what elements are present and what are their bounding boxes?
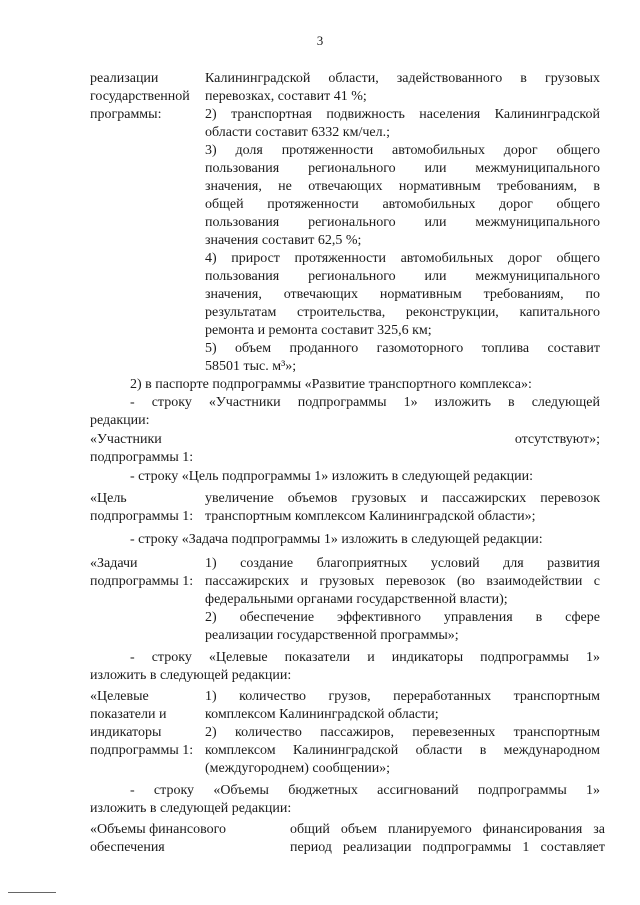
value-line: комплексом Калининградской области в международном (205, 743, 600, 758)
label-line: подпрограммы 1: (90, 509, 194, 524)
value-line: 2) транспортная подвижность населения Калининградской (205, 107, 600, 122)
label-line: «Цель (90, 491, 127, 506)
label-line: индикаторы (90, 725, 162, 740)
value-line: 5) объем проданного газомоторного топлива составит (205, 341, 600, 356)
value-line: области составит 6332 км/чел.; (205, 125, 390, 140)
label-line: подпрограммы 1: (90, 574, 194, 589)
label-line: реализации (90, 71, 159, 86)
label-line: подпрограммы 1: (90, 450, 194, 465)
label-line: «Участники (90, 432, 162, 447)
instruction-line: изложить в следующей редакции: (90, 668, 292, 683)
value-line: пользования регионального или межмуниципального (205, 161, 600, 176)
value-line: пассажирских и грузовых перевозок (во взаимодействии с (205, 574, 600, 589)
value-line: отсутствуют»; (514, 432, 600, 447)
value-line: 4) прирост протяженности автомобильных дорог общего (205, 251, 600, 266)
value-line: пользования регионального или межмуниципального (205, 269, 600, 284)
value-line: результатам строительства, реконструкции, капитального (205, 305, 600, 320)
list-item-2: 2) в паспорте подпрограммы «Развитие транспортного комплекса»: (130, 377, 532, 392)
instruction-line: - строку «Задача подпрограммы 1» изложить в следующей редакции: (130, 532, 543, 547)
value-line: комплексом Калининградской области; (205, 707, 439, 722)
value-line: реализации государственной программы»; (205, 628, 459, 643)
value-line: 2) количество пассажиров, перевезенных транспортным (205, 725, 600, 740)
instruction-line: - строку «Участники подпрограммы 1» изложить в следующей (130, 395, 600, 410)
footer-divider (8, 892, 56, 893)
value-line: значения, не отвечающих нормативным требованиям, в (205, 179, 600, 194)
instruction-line: изложить в следующей редакции: (90, 801, 292, 816)
instruction-line: - строку «Цель подпрограммы 1» изложить в следующей редакции: (130, 469, 534, 484)
label-line: программы: (90, 107, 162, 122)
value-line: транспортным комплексом Калининградской области»; (205, 509, 536, 524)
value-line: увеличение объемов грузовых и пассажирских перевозок (205, 491, 600, 506)
value-line: федеральными органами государственной власти); (205, 592, 508, 607)
value-line: 2) обеспечение эффективного управления в сфере (205, 610, 600, 625)
value-line: ремонта и ремонта составит 325,6 км; (205, 323, 432, 338)
label-line: показатели и (90, 707, 167, 722)
page-number: 3 (316, 33, 324, 48)
value-line: общий объем планируемого финансирования за (290, 822, 605, 837)
label-line: «Целевые (90, 689, 149, 704)
label-line: «Объемы финансового (90, 822, 226, 837)
value-line: 1) количество грузов, переработанных транспортным (205, 689, 600, 704)
value-line: 3) доля протяженности автомобильных дорог общего (205, 143, 600, 158)
instruction-line: - строку «Объемы бюджетных ассигнований подпрограммы 1» (130, 783, 600, 798)
value-line: перевозках, составит 41 %; (205, 89, 367, 104)
value-line: (междугороднем) сообщении»; (205, 761, 391, 776)
value-line: пользования регионального или межмуниципального (205, 215, 600, 230)
instruction-line: - строку «Целевые показатели и индикаторы подпрограммы 1» (130, 650, 600, 665)
value-line: значения составит 62,5 %; (205, 233, 362, 248)
value-line: значения, отвечающих нормативным требованиям, по (205, 287, 600, 302)
instruction-line: редакции: (90, 413, 150, 428)
label-line: «Задачи (90, 556, 138, 571)
value-line: 58501 тыс. м³»; (205, 359, 297, 374)
value-line: Калининградской области, задействованного в грузовых (205, 71, 600, 86)
value-line: 1) создание благоприятных условий для развития (205, 556, 600, 571)
value-line: период реализации подпрограммы 1 составляет (290, 840, 605, 855)
label-line: обеспечения (90, 840, 165, 855)
label-line: государственной (90, 89, 190, 104)
value-line: общей протяженности автомобильных дорог общего (205, 197, 600, 212)
label-line: подпрограммы 1: (90, 743, 194, 758)
